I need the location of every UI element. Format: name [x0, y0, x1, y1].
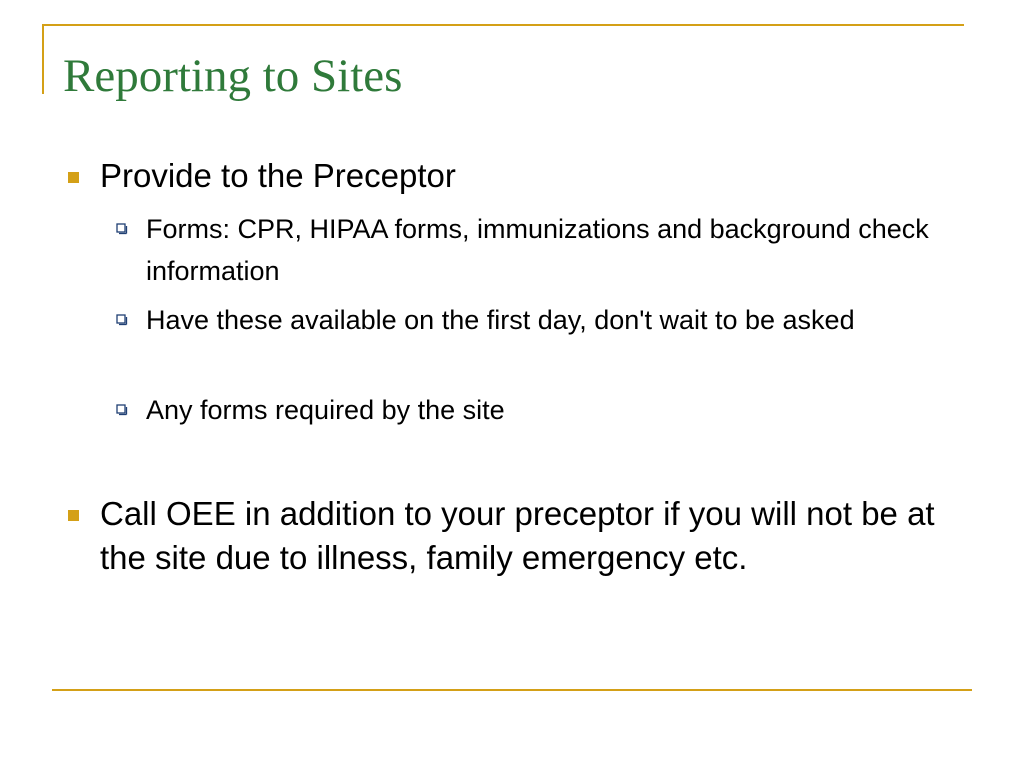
sub-bullet-forms: Forms: CPR, HIPAA forms, immunizations and background check information [146, 214, 929, 286]
hollow-square-bullet-icon [116, 223, 128, 235]
filled-square-bullet-icon [68, 172, 79, 183]
bullet-call-oee: Call OEE in addition to your preceptor if you will not be at the site due to illness, family emergency etc. [100, 495, 935, 576]
hollow-square-bullet-icon [116, 404, 128, 416]
footer-divider-line [52, 689, 972, 691]
sub-bullet-site-forms: Any forms required by the site [146, 395, 505, 425]
bullet-provide-preceptor: Provide to the Preceptor [100, 157, 456, 194]
top-border-line [42, 24, 964, 26]
filled-square-bullet-icon [68, 510, 79, 521]
sub-bullet-first-day: Have these available on the first day, don't wait to be asked [146, 305, 855, 335]
hollow-square-bullet-icon [116, 314, 128, 326]
slide-title: Reporting to Sites [63, 50, 403, 102]
left-border-line [42, 24, 44, 94]
